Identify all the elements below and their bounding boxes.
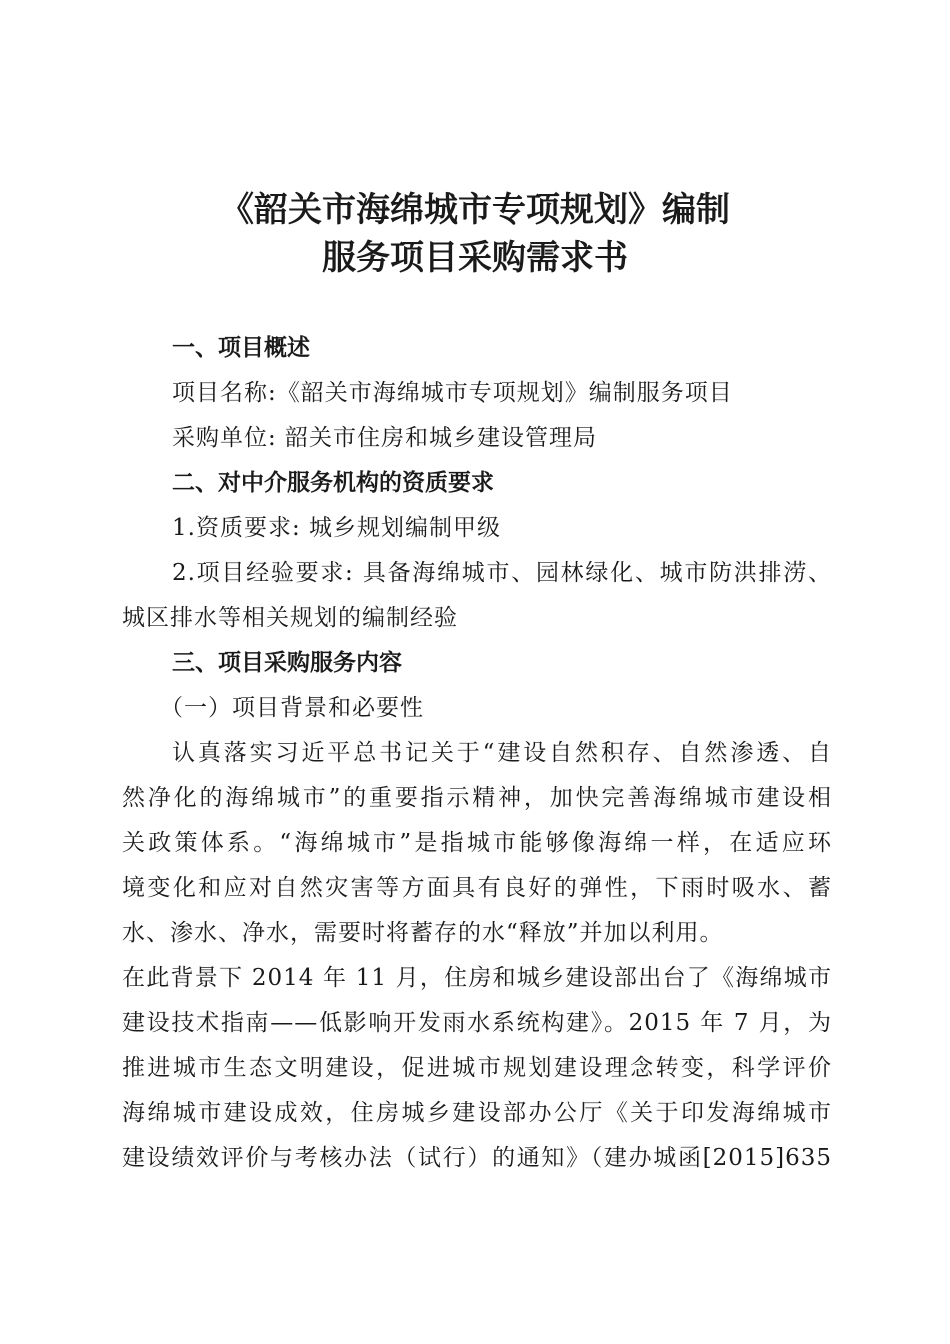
experience-requirement-line: 2.项目经验要求: 具备海绵城市、园林绿化、城市防洪排涝、 (172, 560, 832, 586)
section-heading-qualification: 二、对中介服务机构的资质要求 (172, 470, 494, 496)
document-title-line-2: 服务项目采购需求书 (322, 238, 628, 278)
experience-requirement-continued: 城区排水等相关规划的编制经验 (122, 605, 458, 631)
paragraph-line: 境变化和应对自然灾害等方面具有良好的弹性，下雨时吸水、蓄 (122, 875, 832, 901)
document-title-line-1: 《韶关市海绵城市专项规划》编制 (220, 190, 730, 230)
paragraph-line: 水、渗水、净水，需要时将蓄存的水“释放”并加以利用。 (122, 920, 724, 946)
purchaser-line: 采购单位: 韶关市住房和城乡建设管理局 (172, 425, 598, 451)
paragraph-line: 然净化的海绵城市”的重要指示精神，加快完善海绵城市建设相 (122, 785, 832, 811)
paragraph-line: 认真落实习近平总书记关于“建设自然积存、自然渗透、自 (172, 740, 832, 766)
section-heading-services: 三、项目采购服务内容 (172, 650, 402, 676)
paragraph-line: 建设绩效评价与考核办法（试行）的通知》（建办城函[2015]635 (122, 1145, 832, 1171)
paragraph-line: 推进城市生态文明建设，促进城市规划建设理念转变，科学评价 (122, 1055, 832, 1081)
paragraph-line: 关政策体系。“海绵城市”是指城市能够像海绵一样，在适应环 (122, 830, 832, 856)
paragraph-line: 建设技术指南——低影响开发雨水系统构建》。2015 年 7 月，为 (122, 1010, 832, 1036)
paragraph-line: 海绵城市建设成效，住房城乡建设部办公厅《关于印发海绵城市 (122, 1100, 832, 1126)
qualification-requirement-line: 1.资质要求: 城乡规划编制甲级 (172, 515, 502, 541)
subsection-heading-background: （一）项目背景和必要性 (160, 695, 424, 721)
section-heading-overview: 一、项目概述 (172, 335, 310, 361)
paragraph-line: 在此背景下 2014 年 11 月，住房和城乡建设部出台了《海绵城市 (122, 965, 832, 991)
project-name-line: 项目名称:《韶关市海绵城市专项规划》编制服务项目 (172, 380, 733, 406)
